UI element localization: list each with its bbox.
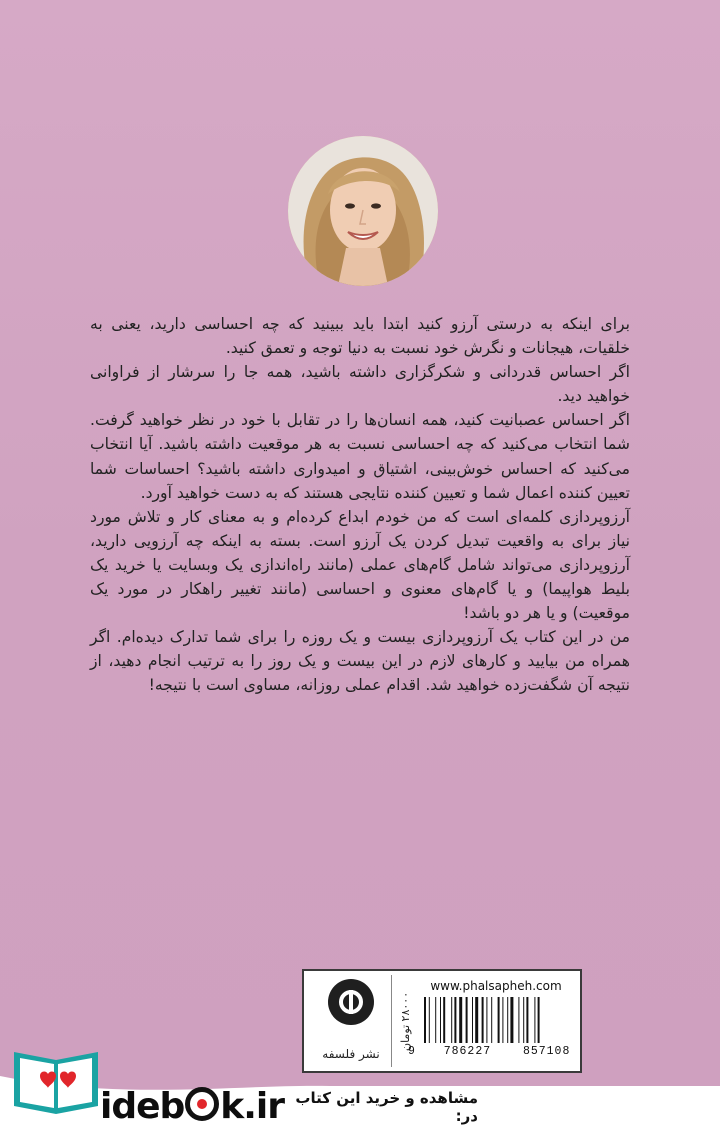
barcode-bar <box>475 997 478 1043</box>
open-book-logo-icon <box>10 1046 102 1126</box>
barcode <box>424 997 574 1043</box>
brand-suffix: k.ir <box>220 1086 285 1127</box>
buy-book-cta[interactable]: مشاهده و خرید این کتاب در: <box>288 1090 478 1124</box>
publisher-logo-icon <box>328 979 374 1025</box>
barcode-bar <box>507 997 508 1043</box>
barcode-bar <box>459 997 462 1043</box>
barcode-bar <box>466 997 468 1043</box>
isbn-digit: 9 <box>408 1045 416 1058</box>
barcode-bar <box>538 997 540 1043</box>
brand-o-icon <box>185 1087 219 1121</box>
isbn-group: 857108 <box>522 1045 571 1058</box>
barcode-bar <box>486 997 487 1043</box>
barcode-bar <box>534 997 535 1043</box>
isbn-group: 786227 <box>443 1045 492 1058</box>
back-cover-text <box>90 312 630 698</box>
barcode-bar <box>518 997 519 1043</box>
barcode-bar <box>510 997 513 1043</box>
barcode-bar <box>498 997 500 1043</box>
barcode-bar <box>429 997 430 1043</box>
barcode-bar <box>491 997 492 1043</box>
publisher-website[interactable]: www.phalsapheh.com <box>430 979 562 993</box>
price-label: ۲۸۰۰۰ تومان <box>399 991 412 1051</box>
barcode-bar <box>502 997 503 1043</box>
barcode-bar <box>454 997 456 1043</box>
paragraph: اگر احساس عصبانیت کنید، همه انسان‌ها را در تقابل با خود در نظر خواهید گرفت. شما انتخاب می‌کنید که چه احساسی نسبت به هر موقعیت داشته باشید. آیا انتخاب می‌کنید که احساس خوش‌بینی، اشتیاق و امیدواری داشته باشید؟ احساسات شما تعیین کننده اعمال شما و تعیین کننده نتایجی هستند که به دست خواهید آورد. <box>90 411 630 502</box>
site-brand[interactable] <box>100 1086 284 1127</box>
barcode-bar <box>451 997 452 1043</box>
barcode-bar <box>472 997 473 1043</box>
paragraph: من در این کتاب یک آرزوپردازی بیست و یک روزه را برای شما تدارک دیده‌ام. اگر همراه من بیایید و کارهای لازم در این بیست و یک روز را به ترتیب انجام دهید، از نتیجه آن شگفت‌زده خواهید شد. اقدام عملی روزانه، مساوی است با نتیجه! <box>90 628 630 695</box>
barcode-bar <box>424 997 426 1043</box>
paragraph: اگر احساس قدردانی و شکرگزاری داشته باشید، همه جا را سرشار از فراوانی خواهید دید. <box>90 363 630 406</box>
paragraph: آرزوپردازی کلمه‌ای است که من خودم ابداع کرده‌ام و به معنای کار و تلاش مورد نیاز برای به واقعیت تبدیل کردن یک آرزو است. بسته به اینکه چه آرزویی دارید، آرزوپردازی می‌تواند شامل گام‌های عملی (مانند راه‌اندازی یک وبسایت یا خرید یک بلیط هواپیما) و یا گام‌های معنوی و احساسی (مانند تغییر راهکار در مورد یک موقعیت) و یا هر دو باشد! <box>90 507 630 623</box>
barcode-bar <box>435 997 436 1043</box>
barcode-bar <box>440 997 441 1043</box>
paragraph: برای اینکه به درستی آرزو کنید ابتدا باید ببینید که چه احساسی دارید، یعنی به خلقیات، هیجانات و نگرش خود نسبت به دنیا توجه و تعمق کنید. <box>90 315 630 358</box>
brand-prefix: ideb <box>100 1086 185 1127</box>
publisher-name: نشر فلسفه <box>322 1047 380 1061</box>
barcode-bar <box>443 997 445 1043</box>
author-portrait <box>288 136 438 286</box>
barcode-bar <box>526 997 528 1043</box>
barcode-bar <box>523 997 524 1043</box>
barcode-bar <box>482 997 484 1043</box>
